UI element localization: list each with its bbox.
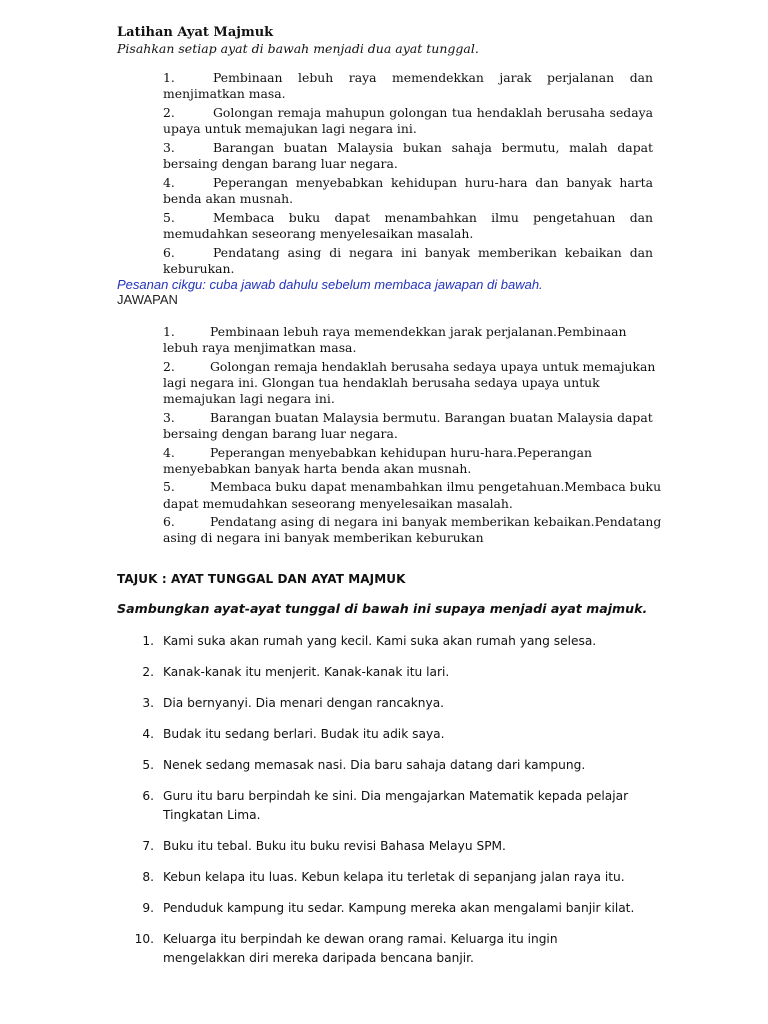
sentence-number: 10. xyxy=(134,932,154,946)
sentence-item xyxy=(0,725,768,744)
sentence-item xyxy=(0,632,768,651)
question-text: Membaca buku dapat menambahkan ilmu pengetahuan dan memudahkan seseorang menyelesaikan masalah. xyxy=(163,210,653,242)
answer-list xyxy=(163,324,663,549)
sentence-item xyxy=(0,868,768,887)
question-text: Golongan remaja mahupun golongan tua hendaklah berusaha sedaya upaya untuk memajukan lagi negara ini. xyxy=(163,105,653,137)
sentence-item xyxy=(0,694,768,713)
sentence-item xyxy=(0,899,768,918)
question-list xyxy=(163,70,653,280)
question-item xyxy=(163,140,653,172)
sentence-text: Dia bernyanyi. Dia menari dengan rancaknya. xyxy=(163,696,445,710)
question-text: Pendatang asing di negara ini banyak memberikan kebaikan dan keburukan. xyxy=(163,245,653,277)
answer-text: Pembinaan lebuh raya memendekkan jarak perjalanan.Pembinaan lebuh raya menjimatkan masa. xyxy=(163,324,627,356)
question-number: 3. xyxy=(163,140,175,155)
question-text: Peperangan menyebabkan kehidupan huru-hara dan banyak harta benda akan musnah. xyxy=(163,175,653,207)
question-item xyxy=(163,175,653,207)
sentence-number: 8. xyxy=(142,870,154,884)
answer-number: 2. xyxy=(163,358,175,374)
question-text: Pembinaan lebuh raya memendekkan jarak perjalanan dan menjimatkan masa. xyxy=(163,70,653,102)
answer-heading: JAWAPAN xyxy=(117,292,178,307)
sentence-text: Kanak-kanak itu menjerit. Kanak-kanak itu lari. xyxy=(163,665,450,679)
answer-number: 1. xyxy=(163,324,175,339)
sentence-number: 5. xyxy=(142,758,154,772)
sentence-text: Penduduk kampung itu sedar. Kampung mereka akan mengalami banjir kilat. xyxy=(163,901,635,915)
section-heading: TAJUK : AYAT TUNGGAL DAN AYAT MAJMUK xyxy=(117,572,406,586)
page-subtitle: Pisahkan setiap ayat di bawah menjadi dua ayat tunggal. xyxy=(117,41,479,56)
question-number: 2. xyxy=(163,105,175,120)
question-number: 6. xyxy=(163,245,175,260)
answer-text: Peperangan menyebabkan kehidupan huru-hara.Peperangan menyebabkan banyak harta benda akan musnah. xyxy=(163,444,592,476)
answer-item xyxy=(163,410,663,442)
section-instruction: Sambungkan ayat-ayat tunggal di bawah ini supaya menjadi ayat majmuk. xyxy=(117,601,648,616)
sentence-item xyxy=(0,787,768,825)
sentence-number: 6. xyxy=(142,789,154,803)
sentence-text: Budak itu sedang berlari. Budak itu adik saya. xyxy=(163,727,445,741)
answer-text: Pendatang asing di negara ini banyak memberikan kebaikan.Pendatang asing di negara ini banyak memberikan keburukan xyxy=(163,514,662,546)
answer-item xyxy=(163,479,663,511)
sentence-text: Nenek sedang memasak nasi. Dia baru sahaja datang dari kampung. xyxy=(163,758,586,772)
sentence-number: 1. xyxy=(142,634,154,648)
answer-number: 3. xyxy=(163,409,175,425)
question-item xyxy=(163,210,653,242)
sentence-number: 7. xyxy=(142,839,154,853)
teacher-note: Pesanan cikgu: cuba jawab dahulu sebelum membaca jawapan di bawah. xyxy=(117,277,543,292)
sentence-item xyxy=(0,663,768,682)
answer-number: 4. xyxy=(163,444,175,460)
answer-text: Barangan buatan Malaysia bermutu. Barangan buatan Malaysia dapat bersaing dengan barang luar negara. xyxy=(163,409,653,441)
sentence-text: Guru itu baru berpindah ke sini. Dia mengajarkan Matematik kepada pelajar Tingkatan Lima. xyxy=(163,789,629,822)
sentence-list xyxy=(0,632,768,980)
sentence-text: Kami suka akan rumah yang kecil. Kami suka akan rumah yang selesa. xyxy=(163,634,597,648)
sentence-number: 2. xyxy=(142,665,154,679)
answer-item xyxy=(163,514,663,546)
sentence-number: 3. xyxy=(142,696,154,710)
page-title: Latihan Ayat Majmuk xyxy=(117,25,274,40)
question-number: 5. xyxy=(163,210,175,225)
sentence-text: Keluarga itu berpindah ke dewan orang ramai. Keluarga itu ingin mengelakkan diri mereka daripada bencana banjir. xyxy=(163,932,558,965)
sentence-text: Kebun kelapa itu luas. Kebun kelapa itu terletak di sepanjang jalan raya itu. xyxy=(163,870,625,884)
answer-item xyxy=(163,359,663,408)
answer-text: Membaca buku dapat menambahkan ilmu pengetahuan.Membaca buku dapat memudahkan seseorang menyelesaikan masalah. xyxy=(163,479,662,511)
sentence-text: Buku itu tebal. Buku itu buku revisi Bahasa Melayu SPM. xyxy=(163,839,506,853)
question-number: 4. xyxy=(163,175,175,190)
question-item xyxy=(163,105,653,137)
answer-item xyxy=(163,324,663,356)
question-item xyxy=(163,245,653,277)
sentence-item xyxy=(0,756,768,775)
answer-item xyxy=(163,445,663,477)
question-number: 1. xyxy=(163,70,175,85)
sentence-item xyxy=(0,837,768,856)
answer-number: 6. xyxy=(163,514,175,530)
question-item xyxy=(163,70,653,102)
sentence-item xyxy=(0,930,768,968)
sentence-number: 4. xyxy=(142,727,154,741)
sentence-number: 9. xyxy=(142,901,154,915)
answer-number: 5. xyxy=(163,479,175,495)
answer-text: Golongan remaja hendaklah berusaha sedaya upaya untuk memajukan lagi negara ini. Glongan tua hendaklah berusaha sedaya upaya untuk memajukan lagi negara ini. xyxy=(163,358,656,407)
question-text: Barangan buatan Malaysia bukan sahaja bermutu, malah dapat bersaing dengan barang luar negara. xyxy=(163,140,653,172)
